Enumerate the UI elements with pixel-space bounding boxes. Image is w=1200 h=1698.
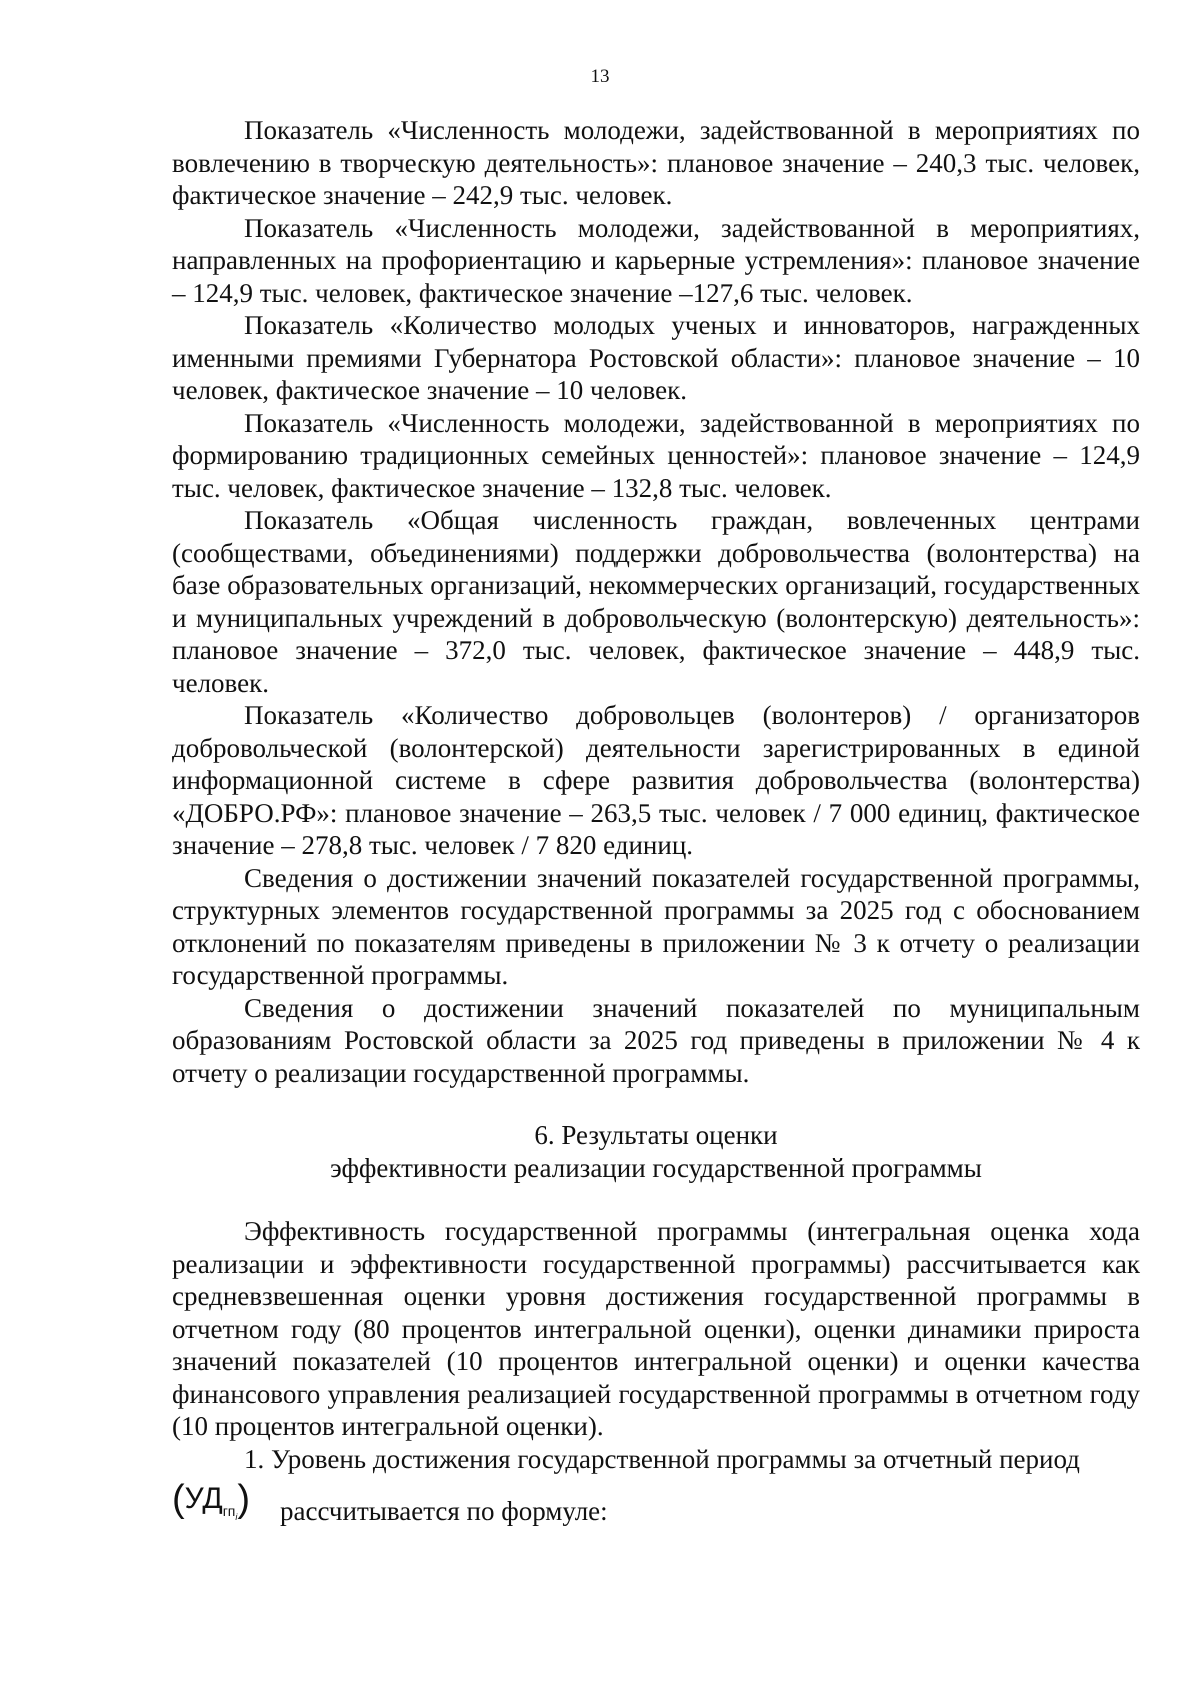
paragraph-appendix-3: Сведения о достижении значений показателей государственной программы, структурных элементов государственной программы за 2025 год с обоснованием отклонений по показателям приведены в приложении № 3 к отчету о реализации государственной программы. [172, 862, 1140, 990]
section-heading-line-1: 6. Результаты оценки [534, 1120, 778, 1150]
page-number: 13 [590, 66, 610, 87]
formula-line [172, 1478, 1140, 1526]
paragraph-achievement-level: 1. Уровень достижения государственной программы за отчетный период [244, 1443, 1080, 1474]
paragraph-efficiency-definition: Эффективность государственной программы (интегральная оценка хода реализации и эффективности государственной программы) рассчитывается как средневзвешенная оценки уровня достижения государственной программы в отчетном году (80 процентов интегральной оценки), оценки динамики прироста значений показателей (10 процентов интегральной оценки) и оценки качества финансового управления реализацией государственной программы в отчетном году (10 процентов интегральной оценки). [172, 1216, 1140, 1441]
formula-symbol [172, 1478, 251, 1535]
paragraph-indicator-dobro-rf: Показатель «Количество добровольцев (волонтеров) / организаторов добровольческой (волонтерской) деятельности зарегистрированных в единой информационной системе в сфере развития добровольчества (волонтерства) «ДОБРО.РФ»: плановое значение – 263,5 тыс. человек / 7 000 единиц, фактическое значение – 278,8 тыс. человек / 7 820 единиц. [172, 700, 1140, 860]
paragraph-indicator-scientists: Показатель «Количество молодых ученых и инноваторов, награжденных именными премиями Губернатора Ростовской области»: плановое значение – 10 человек, фактическое значение – 10 человек. [172, 310, 1140, 405]
paragraph-indicator-volunteer-centers: Показатель «Общая численность граждан, вовлеченных центрами (сообществами, объединениями) поддержки добровольчества (волонтерства) на базе образовательных организаций, некоммерческих организаций, государственных и муниципальных учреждений в добровольческую (волонтерскую) деятельность»: плановое значение – 372,0 тыс. человек, фактическое значение – 448,9 тыс. человек. [172, 505, 1140, 698]
formula-open-paren: ( [172, 1478, 185, 1520]
document-body [172, 114, 1140, 1525]
formula-close-paren: ) [237, 1478, 251, 1520]
paragraph-indicator-career: Показатель «Численность молодежи, задействованной в мероприятиях, направленных на профориентацию и карьерные устремления»: плановое значение – 124,9 тыс. человек, фактическое значение –127,6 тыс. человек. [172, 212, 1140, 308]
formula-sub-index: i [235, 1512, 238, 1522]
formula-subscript: гп [222, 1503, 236, 1519]
paragraph-indicator-family-values: Показатель «Численность молодежи, задействованной в мероприятиях по формированию традиционных семейных ценностей»: плановое значение – 124,9 тыс. человек, фактическое значение – 132,8 тыс. человек. [172, 407, 1140, 503]
section-heading [172, 1119, 1140, 1184]
paragraph-appendix-4: Сведения о достижении значений показателей по муниципальным образованиям Ростовской области за 2025 год приведены в приложении № 4 к отчету о реализации государственной программы. [172, 992, 1140, 1088]
section-heading-line-2: эффективности реализации государственной программы [330, 1152, 982, 1183]
formula-trailing-text: рассчитывается по формуле: [280, 1496, 608, 1526]
formula-symbol-main: УД [184, 1482, 223, 1515]
paragraph-indicator-creative: Показатель «Численность молодежи, задействованной в мероприятиях по вовлечению в творческую деятельность»: плановое значение – 240,3 тыс. человек, фактическое значение – 242,9 тыс. человек. [172, 115, 1140, 210]
